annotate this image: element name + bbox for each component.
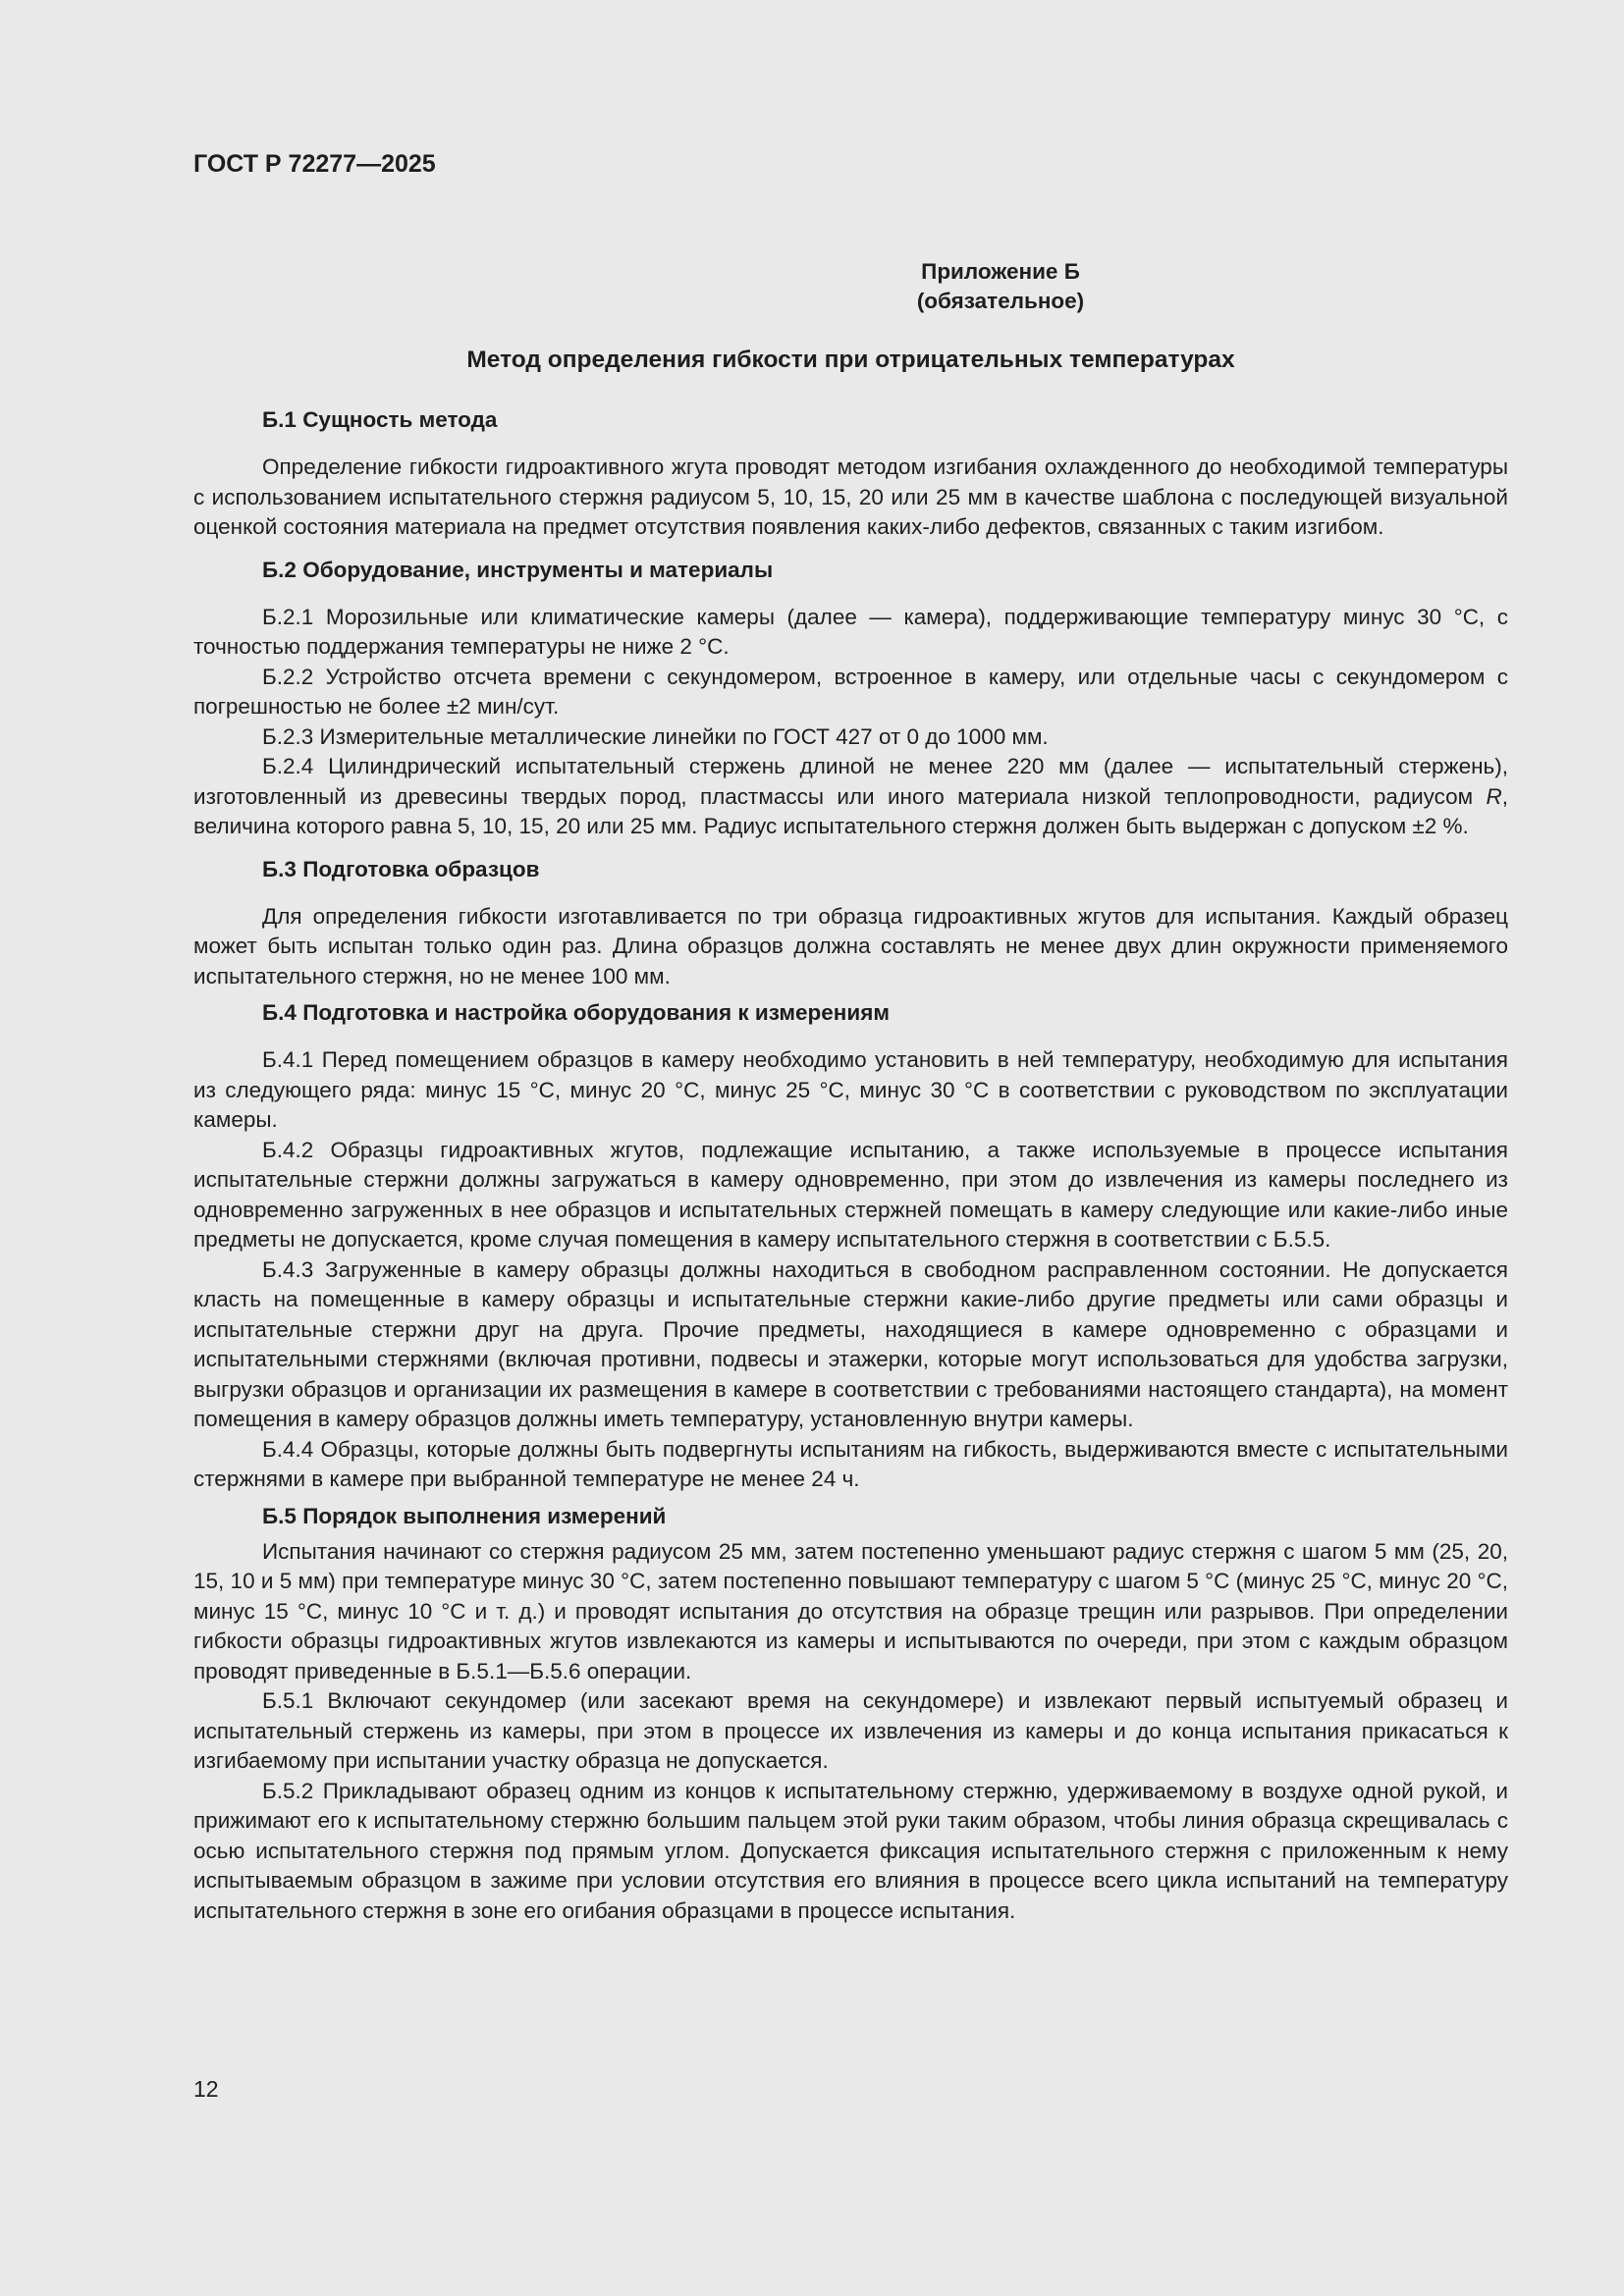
paragraph-b2-1: Б.2.1 Морозильные или климатические камеры (далее — камера), поддерживающие температуру минус 30 °С, с точностью поддержания температуры не ниже 2 °С.: [193, 604, 1508, 659]
appendix-status: (обязательное): [916, 289, 1085, 313]
paragraph-b2-4-part-a: Б.2.4 Цилиндрический испытательный стержень длиной не менее 220 мм (далее — испытательный стержень), изготовленный из древесины твердых пород, пластмассы или иного материала низкой теплопроводности, радиусом: [193, 754, 1508, 809]
radius-symbol: R: [1486, 783, 1502, 809]
section-heading-b1: Б.1 Сущность метода: [262, 407, 498, 432]
section-heading-b2: Б.2 Оборудование, инструменты и материалы: [262, 557, 774, 582]
section-heading-b3: Б.3 Подготовка образцов: [262, 856, 540, 881]
paragraph-b4-3: Б.4.3 Загруженные в камеру образцы должны находиться в свободном расправленном состоянии. Не допускается класть на помещенные в камеру образцы и испытательные стержни какие-либо другие предметы или сами образцы и испытательные стержни друг на друга. Прочие предметы, находящиеся в камере одновременно с образцами и испытательными стержнями (включая противни, подвесы и этажерки, которые могут использоваться для удобства загрузки, выгрузки образцов и организации их размещения в камере в соответствии с требованиями настоящего стандарта), на момент помещения в камеру образцов должны иметь температуру, установленную внутри камеры.: [193, 1256, 1508, 1431]
appendix-header: [493, 257, 1508, 316]
paragraph-b4-4: Б.4.4 Образцы, которые должны быть подвергнуты испытаниям на гибкость, выдерживаются вместе с испытательными стержнями в камере при выбранной температуре не менее 24 ч.: [193, 1436, 1508, 1491]
section-heading-b4: Б.4 Подготовка и настройка оборудования к измерениям: [262, 1000, 890, 1025]
paragraph-b1: Определение гибкости гидроактивного жгута проводят методом изгибания охлажденного до необходимой температуры с использованием испытательного стержня радиусом 5, 10, 15, 20 или 25 мм в качестве шаблона с последующей визуальной оценкой состояния материала на предмет отсутствия появления каких-либо дефектов, связанных с таким изгибом.: [193, 454, 1508, 539]
document-id: ГОСТ Р 72277—2025: [193, 150, 436, 178]
section-heading-b5: Б.5 Порядок выполнения измерений: [262, 1503, 667, 1528]
paragraph-b2-4: [193, 752, 1508, 842]
paragraph-b2-2: Б.2.2 Устройство отсчета времени с секундомером, встроенное в камеру, или отдельные часы с секундомером с погрешностью не более ±2 мин/сут.: [193, 664, 1508, 719]
paragraph-b5-1: Б.5.1 Включают секундомер (или засекают время на секундомере) и извлекают первый испытуемый образец и испытательный стержень из камеры, при этом в процессе их извлечения из камеры и до конца испытания прикасаться к изгибаемому при испытании участку образца не допускается.: [193, 1688, 1508, 1773]
paragraph-b2-3: Б.2.3 Измерительные металлические линейки по ГОСТ 427 от 0 до 1000 мм.: [262, 723, 1049, 749]
paragraph-b4-2: Б.4.2 Образцы гидроактивных жгутов, подлежащие испытанию, а также используемые в процессе испытания испытательные стержни должны загружаться в камеру одновременно, при этом до извлечения из камеры последнего из одновременно загруженных в нее образцов и испытательных стержней помещать в камеру следующие или какие-либо иные предметы не допускается, кроме случая помещения в камеру испытательного стержня в соответствии с Б.5.5.: [193, 1137, 1508, 1252]
paragraph-b5: Испытания начинают со стержня радиусом 25 мм, затем постепенно уменьшают радиус стержня с шагом 5 мм (25, 20, 15, 10 и 5 мм) при температуре минус 30 °С, затем постепенно повышают температуру с шагом 5 °С (минус 25 °С, минус 20 °С, минус 15 °С, минус 10 °С и т. д.) и проводят испытания до отсутствия на образце трещин или разрывов. При определении гибкости образцы гидроактивных жгутов извлекаются из камеры и испытываются по очереди, при этом с каждым образцом проводят приведенные в Б.5.1—Б.5.6 операции.: [193, 1538, 1508, 1683]
appendix-title: Приложение Б: [921, 259, 1080, 284]
document-title: Метод определения гибкости при отрицательных температурах: [466, 347, 1235, 373]
paragraph-b2-4-part-b: , величина которого равна 5, 10, 15, 20 или 25 мм. Радиус испытательного стержня должен быть выдержан с допуском ±2 %.: [193, 783, 1508, 838]
document-page: [193, 147, 1508, 1926]
page-number: 12: [193, 2076, 219, 2102]
paragraph-b4-1: Б.4.1 Перед помещением образцов в камеру необходимо установить в ней температуру, необходимую для испытания из следующего ряда: минус 15 °С, минус 20 °С, минус 25 °С, минус 30 °С в соответствии с руководством по эксплуатации камеры.: [193, 1047, 1508, 1132]
paragraph-b5-2: Б.5.2 Прикладывают образец одним из концов к испытательному стержню, удерживаемому в воздухе одной рукой, и прижимают его к испытательному стержню большим пальцем этой руки таким образом, чтобы линия образца скрещивалась с осью испытательного стержня под прямым углом. Допускается фиксация испытательного стержня с приложенным к нему испытываемым образцом в зажиме при условии отсутствия его влияния в процессе всего цикла испытаний на температуру испытательного стержня в зоне его огибания образцами в процессе испытания.: [193, 1778, 1508, 1923]
paragraph-b3: Для определения гибкости изготавливается по три образца гидроактивных жгутов для испытания. Каждый образец может быть испытан только один раз. Длина образцов должна составлять не менее двух длин окружности применяемого испытательного стержня, но не менее 100 мм.: [193, 903, 1508, 988]
